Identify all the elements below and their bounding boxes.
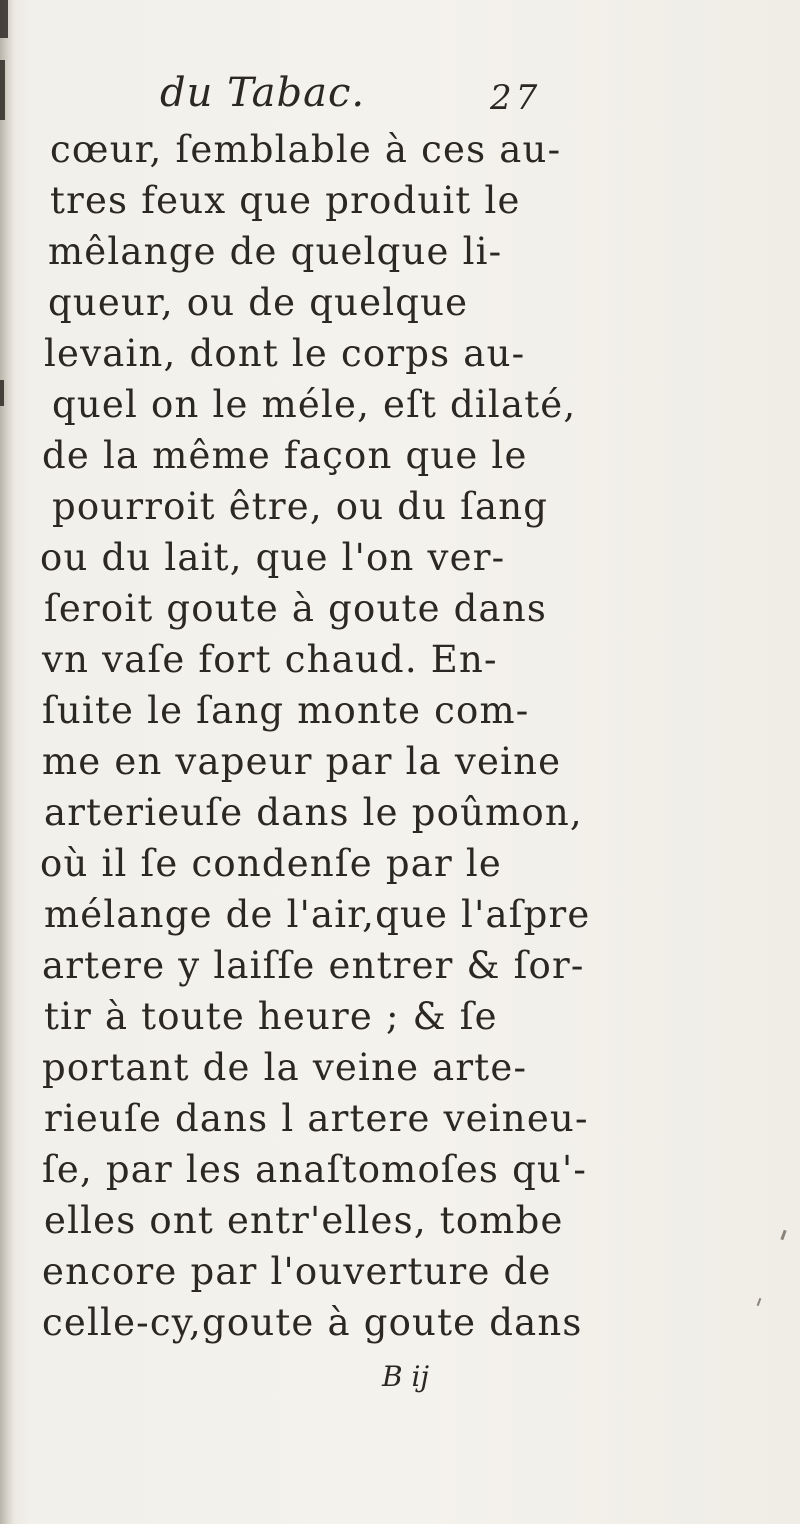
running-head-title: du Tabac. — [160, 70, 366, 116]
gutter-shadow-mark — [0, 60, 5, 120]
text-line: tres feux que produit le — [50, 179, 521, 222]
gutter-shadow-mark — [0, 380, 4, 406]
text-line: queur, ou de quelque — [48, 281, 469, 324]
text-line: celle-cy,goute à goute dans — [42, 1301, 583, 1344]
text-line: vn vaſe fort chaud. En- — [42, 638, 498, 681]
text-line: rieuſe dans l artere veineu- — [44, 1097, 589, 1140]
paper-speck — [757, 1298, 762, 1306]
text-line: mélange de l'air,que l'aſpre — [44, 893, 591, 936]
text-line: pourroit être, ou du ſang — [52, 485, 549, 528]
text-line: mêlange de quelque li- — [48, 230, 503, 273]
text-line: portant de la veine arte- — [42, 1046, 528, 1089]
running-head — [160, 70, 760, 130]
paper-speck — [780, 1230, 786, 1240]
text-line: ſeroit goute à goute dans — [44, 587, 548, 630]
page-number: 27 — [490, 78, 542, 118]
signature-mark: B ij — [382, 1360, 430, 1393]
page-gutter — [0, 0, 14, 1524]
text-line: ou du lait, que l'on ver- — [40, 536, 506, 579]
text-line: levain, dont le corps au- — [44, 332, 526, 375]
text-line: me en vapeur par la veine — [42, 740, 562, 783]
text-line: cœur, ſemblable à ces au- — [50, 128, 562, 171]
text-line: elles ont entr'elles, tombe — [44, 1199, 564, 1242]
text-line: encore par l'ouverture de — [42, 1250, 552, 1293]
text-line: tir à toute heure ; & ſe — [44, 995, 498, 1038]
text-line: de la même façon que le — [42, 434, 528, 477]
text-line: quel on le méle, eſt dilaté, — [52, 383, 577, 426]
text-line: arterieuſe dans le poûmon, — [44, 791, 583, 834]
text-line: ſe, par les anaſtomoſes qu'- — [42, 1148, 588, 1191]
gutter-shadow-mark — [0, 0, 8, 38]
text-line: ſuite le ſang monte com- — [42, 689, 530, 732]
text-line: où il ſe condenſe par le — [40, 842, 502, 885]
text-line: artere y laiſſe entrer & ſor- — [42, 944, 585, 987]
